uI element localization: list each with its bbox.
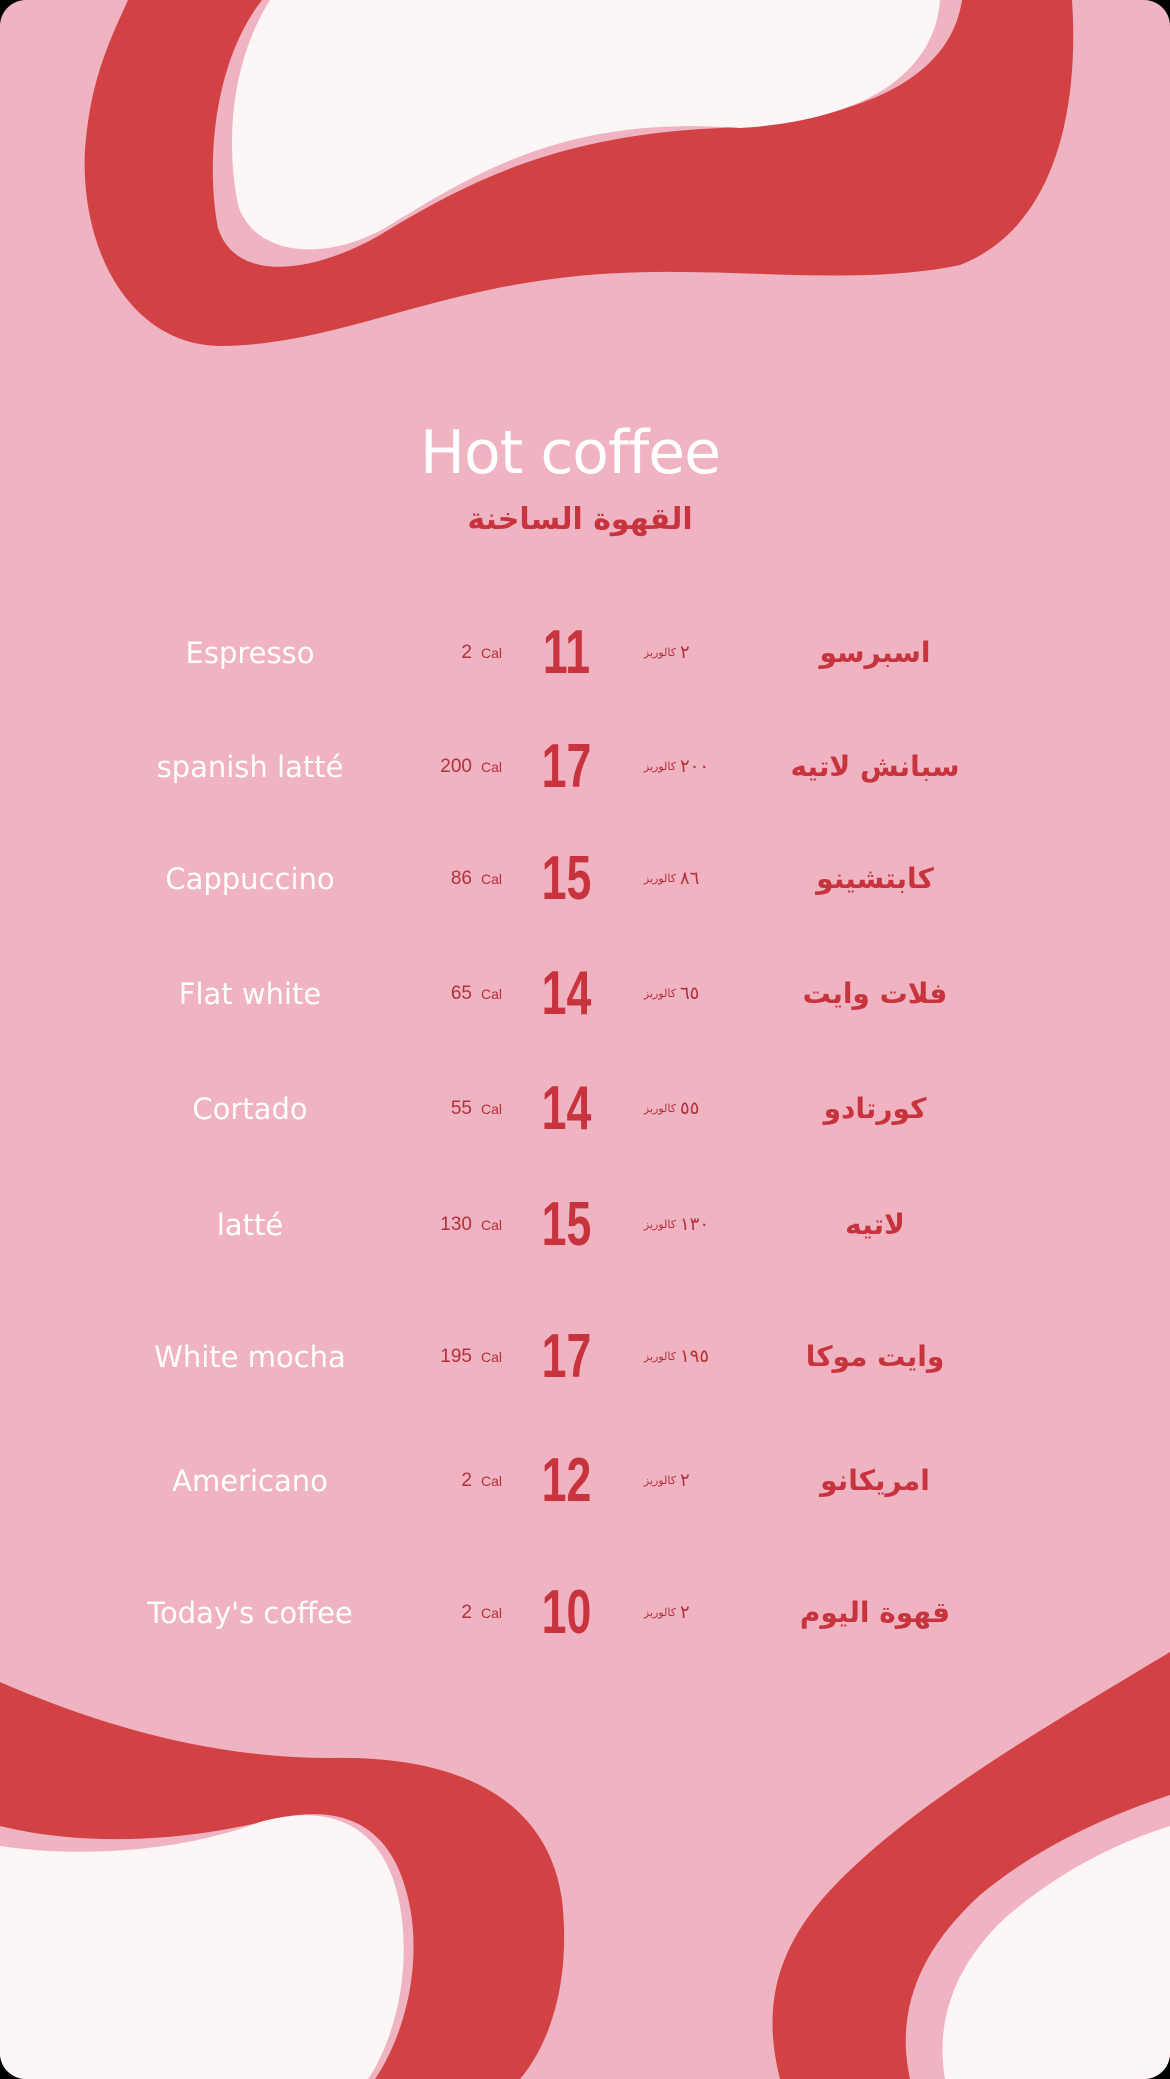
item-name-arabic: كابتشينو: [816, 862, 934, 895]
item-name-arabic: امريكانو: [820, 1464, 930, 1497]
menu-title-arabic: القهوة الساخنة: [467, 502, 693, 537]
item-calories-english: 195: [440, 1346, 472, 1367]
item-name-arabic: اسبرسو: [819, 636, 931, 669]
item-calories-english: 130: [440, 1214, 472, 1235]
item-price: 17: [541, 1322, 592, 1391]
item-name-english: Today's coffee: [147, 1596, 353, 1630]
item-calories-unit-english: Cal: [481, 645, 503, 661]
item-calories-arabic: ١٩٥: [680, 1346, 710, 1367]
item-price: 14: [541, 959, 592, 1028]
item-calories-english: 2: [461, 642, 472, 663]
item-calories-unit-english: Cal: [481, 1349, 503, 1365]
menu-item: [0, 1436, 1170, 1526]
item-price: 12: [541, 1446, 592, 1515]
item-name-english: latté: [216, 1208, 284, 1242]
item-calories-english: 200: [440, 756, 472, 777]
item-calories-unit-english: Cal: [481, 1217, 503, 1233]
item-price: 11: [542, 618, 591, 687]
item-name-arabic: لاتيه: [845, 1208, 905, 1241]
item-calories-arabic: ١٣٠: [680, 1214, 710, 1235]
menu-item: [0, 1180, 1170, 1270]
item-calories-arabic: ٢: [680, 1602, 690, 1623]
menu-title-english: Hot coffee: [419, 418, 721, 488]
item-name-english: White mocha: [154, 1340, 346, 1374]
bottom-left-white-blob: [0, 1815, 404, 2079]
item-name-english: Cappuccino: [165, 862, 335, 896]
item-calories-unit-arabic: كالوريز: [643, 987, 676, 1000]
item-calories-unit-english: Cal: [481, 1605, 503, 1621]
item-calories-arabic: ٥٥: [680, 1098, 700, 1119]
item-price: 17: [541, 732, 592, 801]
menu-item: [0, 722, 1170, 812]
item-calories-unit-english: Cal: [481, 759, 503, 775]
item-price: 15: [541, 1190, 592, 1259]
item-calories-unit-arabic: كالوريز: [643, 1606, 676, 1619]
item-price: 15: [541, 844, 592, 913]
item-name-arabic: كورتادو: [823, 1092, 927, 1125]
item-calories-arabic: ٢٠٠: [680, 756, 710, 777]
item-calories-unit-arabic: كالوريز: [643, 760, 676, 773]
item-calories-unit-arabic: كالوريز: [643, 646, 676, 659]
item-calories-english: 2: [461, 1470, 472, 1491]
item-calories-unit-arabic: كالوريز: [643, 1218, 676, 1231]
menu-item: [0, 1568, 1170, 1658]
item-name-arabic: سبانش لاتيه: [790, 750, 960, 783]
item-name-english: Espresso: [185, 636, 315, 670]
item-price: 10: [541, 1578, 592, 1647]
item-calories-unit-english: Cal: [481, 1101, 503, 1117]
item-calories-unit-english: Cal: [481, 871, 503, 887]
item-calories-english: 55: [450, 1098, 472, 1119]
menu-item: [0, 1064, 1170, 1154]
item-calories-unit-english: Cal: [481, 1473, 503, 1489]
item-name-english: Flat white: [178, 977, 322, 1011]
menu-item: [0, 608, 1170, 698]
item-name-arabic: قهوة اليوم: [799, 1596, 951, 1629]
item-name-english: spanish latté: [156, 750, 344, 784]
item-name-english: Americano: [172, 1464, 328, 1498]
menu-item: [0, 834, 1170, 924]
menu-item: [0, 1312, 1170, 1402]
item-calories-english: 86: [450, 868, 472, 889]
menu-item: [0, 949, 1170, 1039]
item-calories-unit-arabic: كالوريز: [643, 872, 676, 885]
item-calories-unit-arabic: كالوريز: [643, 1102, 676, 1115]
item-calories-arabic: ٢: [680, 642, 690, 663]
item-name-arabic: فلات وايت: [802, 977, 948, 1010]
item-calories-unit-arabic: كالوريز: [643, 1350, 676, 1363]
item-name-english: Cortado: [192, 1092, 308, 1126]
item-calories-unit-arabic: كالوريز: [643, 1474, 676, 1487]
item-calories-arabic: ٦٥: [680, 983, 700, 1004]
item-calories-english: 65: [450, 983, 472, 1004]
item-calories-arabic: ٢: [680, 1470, 690, 1491]
item-calories-unit-english: Cal: [481, 986, 503, 1002]
item-calories-arabic: ٨٦: [680, 868, 700, 889]
item-calories-english: 2: [461, 1602, 472, 1623]
item-name-arabic: وايت موكا: [805, 1340, 945, 1373]
item-price: 14: [541, 1074, 592, 1143]
